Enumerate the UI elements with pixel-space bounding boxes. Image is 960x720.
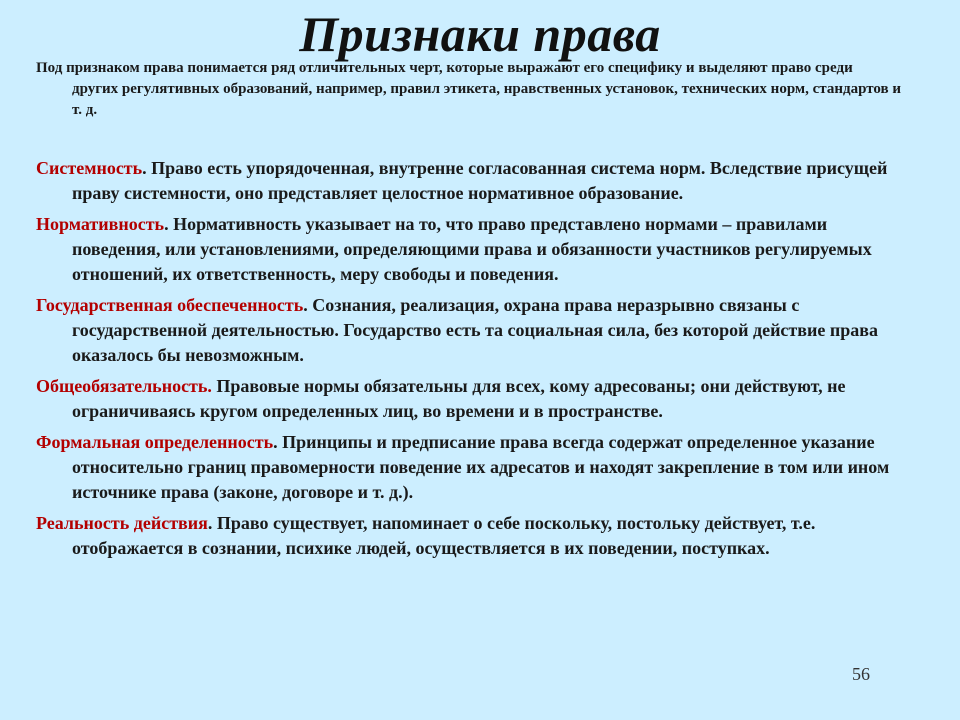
page-number: 56: [852, 664, 870, 684]
feature-item-universally-binding: [36, 374, 916, 424]
feature-text: . Нормативность указывает на то, что право представлено нормами – правилами поведения, или установлениями, определяющими права и обязанности участников регулируемых отношений, их ответственность, меру свободы и поведения.: [72, 214, 872, 284]
feature-text: . Право существует, напоминает о себе поскольку, постольку действует, т.е. отображается в сознании, психике людей, осуществляется в их поведении, поступках.: [72, 513, 816, 558]
feature-name: Общеобязательность.: [36, 376, 212, 396]
feature-name: Формальная определенность: [36, 432, 274, 452]
feature-name: Системность: [36, 158, 143, 178]
feature-item-systemic: [36, 156, 916, 206]
feature-text: . Право есть упорядоченная, внутренне согласованная система норм. Вследствие присущей праву системности, оно представляет целостное нормативное образование.: [72, 158, 888, 203]
feature-name: Государственная обеспеченность: [36, 295, 304, 315]
feature-item-state-backed: [36, 293, 916, 368]
feature-item-real-effect: [36, 511, 916, 561]
feature-item-normative: [36, 212, 916, 287]
feature-item-formal-certainty: [36, 430, 916, 505]
feature-text: . Принципы и предписание права всегда содержат определенное указание относительно границ правомерности поведение их адресатов и находят закрепление в том или ином источнике права (законе, договоре и т. д.).: [72, 432, 890, 502]
feature-text: Правовые нормы обязательны для всех, кому адресованы; они действуют, не ограничиваясь кругом определенных лиц, во времени и в пространстве.: [72, 376, 846, 421]
feature-name: Нормативность: [36, 214, 165, 234]
feature-name: Реальность действия: [36, 513, 208, 533]
slide-title: Признаки права: [299, 6, 661, 62]
feature-list: [36, 156, 916, 567]
intro-paragraph: Под признаком права понимается ряд отличительных черт, которые выражают его специфику и выделяют право среди других регулятивных образований, например, правил этикета, нравственных установок, технических норм, стандартов и т. д.: [36, 60, 902, 118]
feature-text: . Сознания, реализация, охрана права неразрывно связаны с государственной деятельностью. Государство есть та социальная сила, без которой действие права оказалось бы невозможным.: [72, 295, 878, 365]
